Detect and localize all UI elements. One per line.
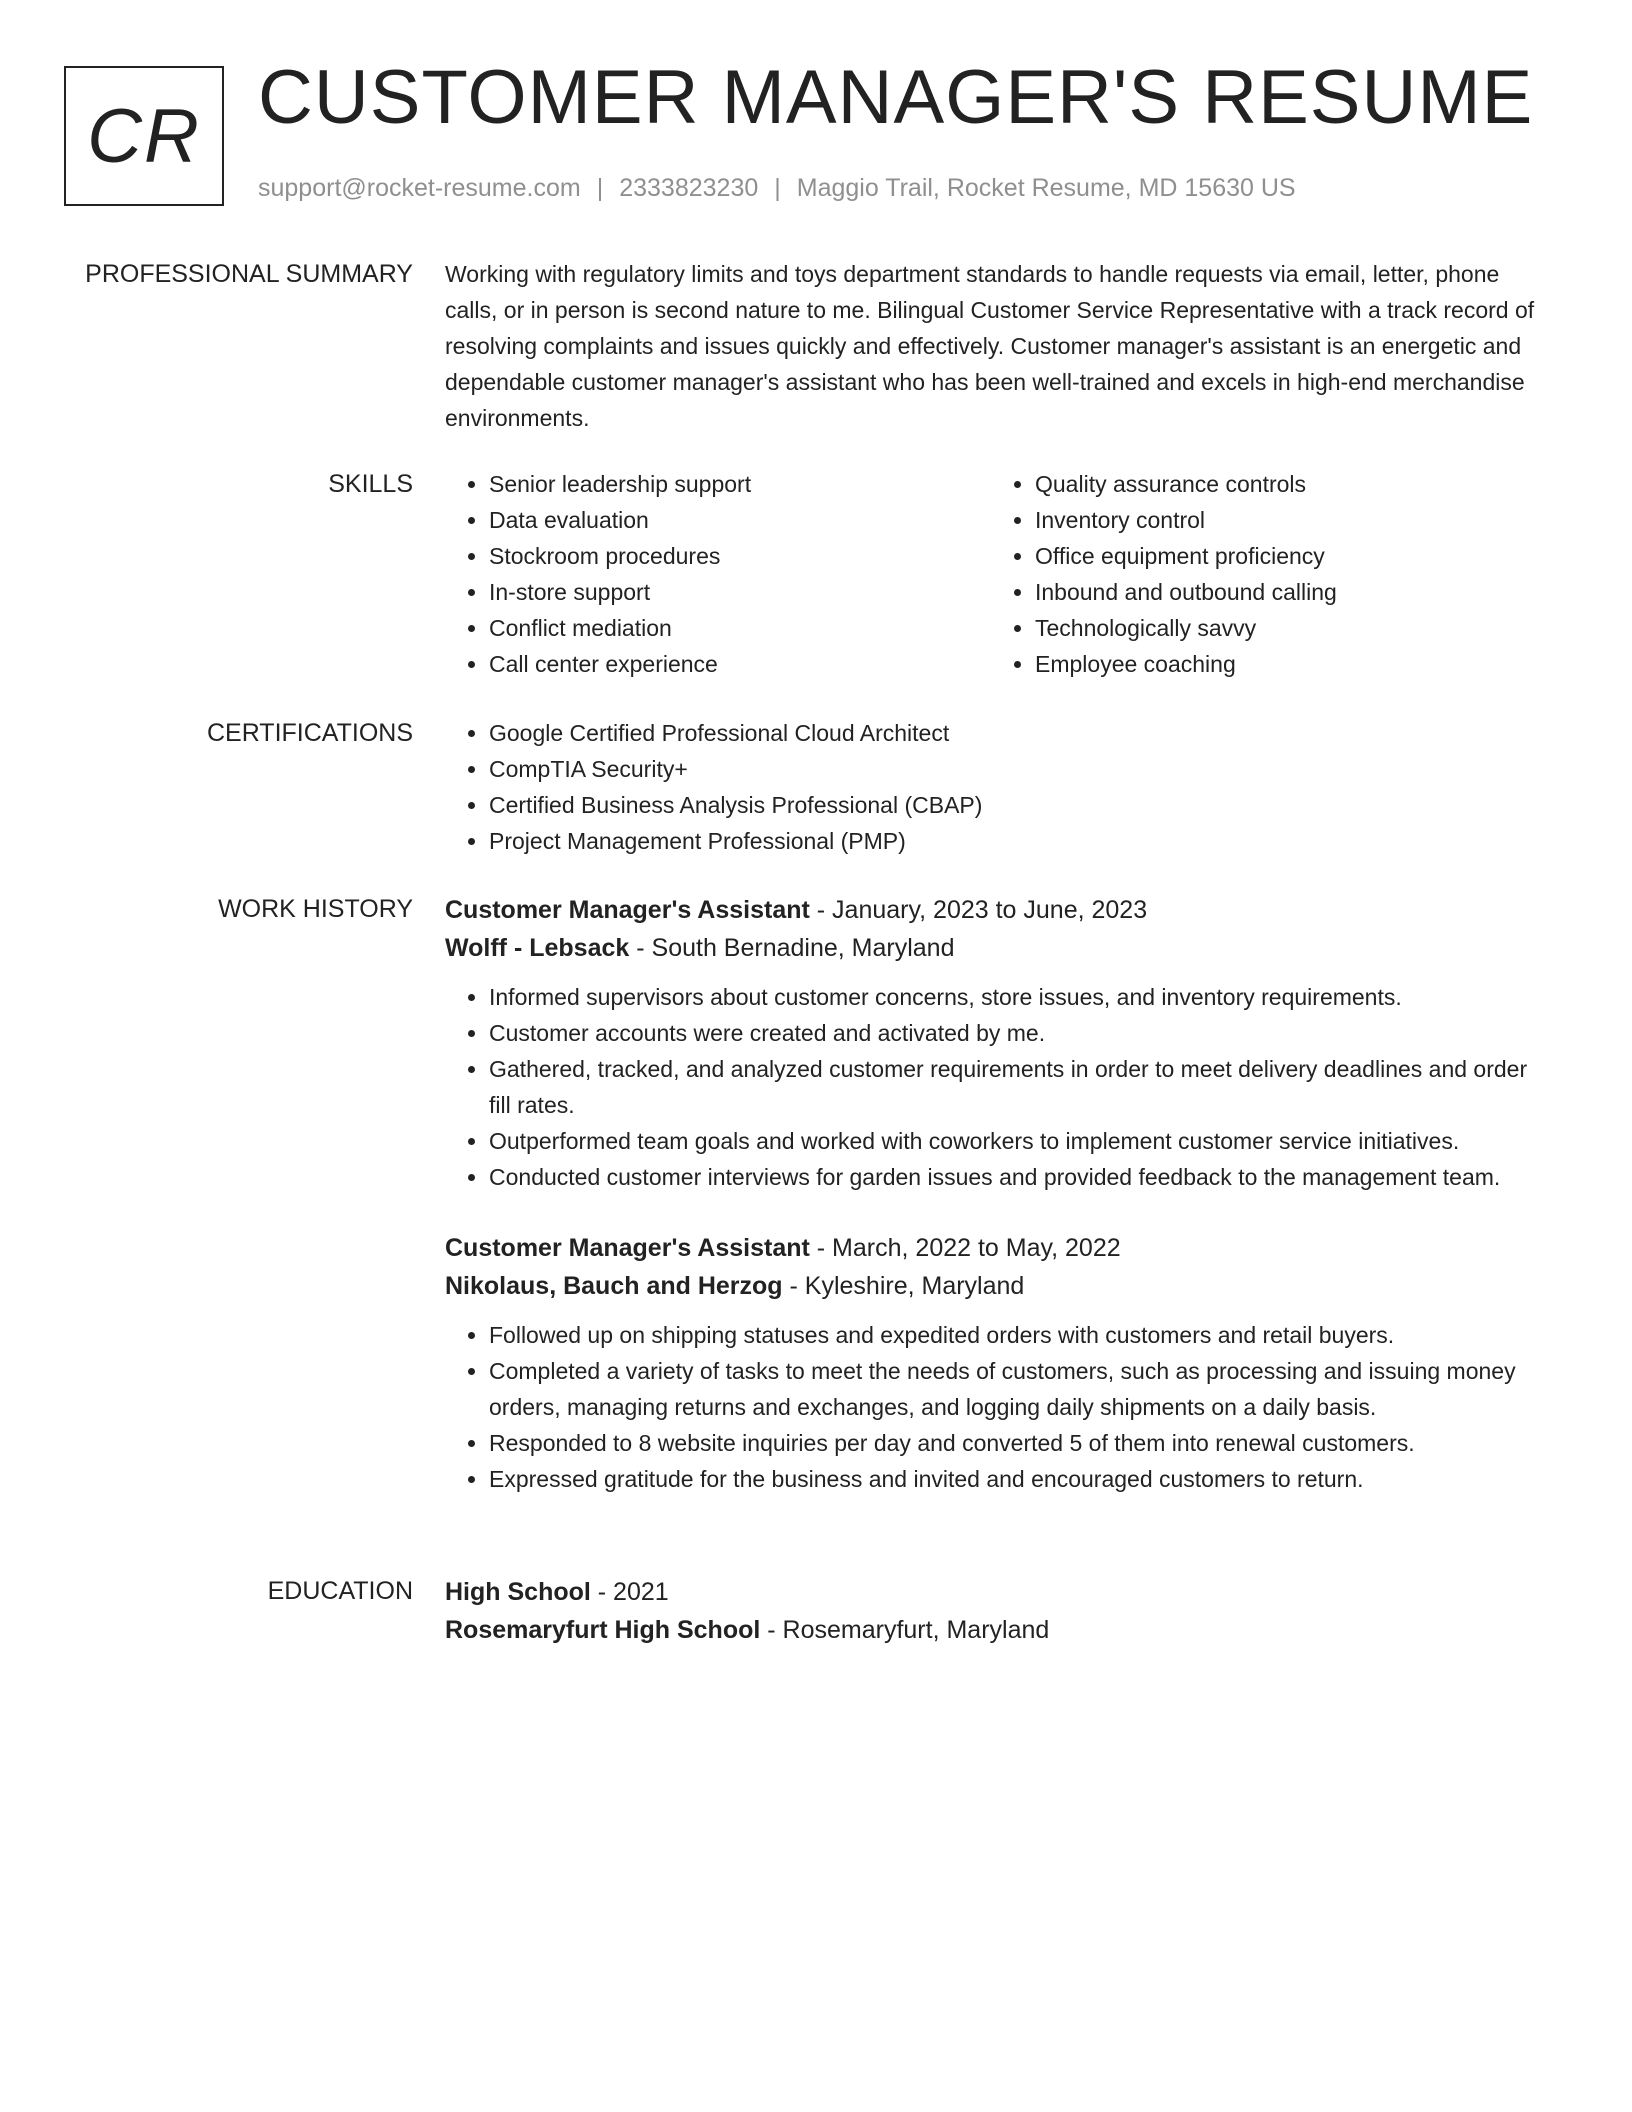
list-item: • Gathered, tracked, and analyzed customer requirements in order to meet delivery deadlines and order fill rates. (489, 1051, 1555, 1123)
list-item: • Responded to 8 website inquiries per day and converted 5 of them into renewal customers. (489, 1425, 1555, 1461)
list-item: • Inbound and outbound calling (1035, 574, 1537, 610)
skills-column-right (991, 466, 1537, 682)
job-entry (445, 1229, 1555, 1497)
job-duties-list (445, 979, 1555, 1195)
list-item: • Quality assurance controls (1035, 466, 1537, 502)
job-company-line (445, 1267, 1555, 1305)
work-history-body (445, 891, 1555, 1531)
job-location: - South Bernadine, Maryland (629, 934, 955, 962)
list-item: • Inventory control (1035, 502, 1537, 538)
education-degree: High School (445, 1578, 591, 1606)
skills-column-left (445, 466, 991, 682)
job-company-line (445, 929, 1555, 967)
skills-list-right (991, 466, 1537, 682)
job-dates: - March, 2022 to May, 2022 (809, 1234, 1121, 1262)
education-location: - Rosemaryfurt, Maryland (760, 1616, 1050, 1644)
monogram-logo: CR (64, 66, 224, 206)
contact-line (258, 174, 1296, 203)
certifications-heading: CERTIFICATIONS (206, 719, 413, 747)
list-item: • CompTIA Security+ (489, 751, 1555, 787)
summary-heading: PROFESSIONAL SUMMARY (85, 260, 413, 288)
summary-text: Working with regulatory limits and toys department standards to handle requests via email, letter, phone calls, or in person is second nature to me. Bilingual Customer Service Representative with a track record of resolving complaints and issues quickly and effectively. Customer manager's assistant is an energetic and dependable customer manager's assistant who has been well-trained and excels in high-end merchandise environments. (445, 261, 1535, 431)
skills-body (445, 466, 1555, 682)
contact-email[interactable]: support@rocket-resume.com (258, 174, 581, 202)
list-item: • In-store support (489, 574, 991, 610)
list-item: • Employee coaching (1035, 646, 1537, 682)
job-title: Customer Manager's Assistant (445, 896, 810, 924)
skills-heading: SKILLS (328, 470, 413, 498)
resume-title: CUSTOMER MANAGER'S RESUME (258, 55, 1534, 140)
summary-body (445, 256, 1555, 436)
list-item: • Project Management Professional (PMP) (489, 823, 1555, 859)
job-entry (445, 891, 1555, 1195)
job-title-line (445, 891, 1555, 929)
list-item: • Expressed gratitude for the business and invited and encouraged customers to return. (489, 1461, 1555, 1497)
job-dates: - January, 2023 to June, 2023 (809, 896, 1148, 924)
work-history-heading: WORK HISTORY (218, 895, 413, 923)
job-company: Nikolaus, Bauch and Herzog (445, 1272, 783, 1300)
list-item: • Informed supervisors about customer concerns, store issues, and inventory requirements. (489, 979, 1555, 1015)
job-title-line (445, 1229, 1555, 1267)
job-location: - Kyleshire, Maryland (782, 1272, 1025, 1300)
contact-address: Maggio Trail, Rocket Resume, MD 15630 US (796, 174, 1296, 202)
list-item: • Senior leadership support (489, 466, 991, 502)
job-company: Wolff - Lebsack (445, 934, 630, 962)
list-item: • Data evaluation (489, 502, 991, 538)
contact-phone[interactable]: 2333823230 (619, 174, 759, 202)
list-item: • Followed up on shipping statuses and expedited orders with customers and retail buyers. (489, 1317, 1555, 1353)
list-item: • Completed a variety of tasks to meet the needs of customers, such as processing and issuing money orders, managing returns and exchanges, and logging daily shipments on a daily basis. (489, 1353, 1555, 1425)
list-item: • Conflict mediation (489, 610, 991, 646)
certifications-body (445, 715, 1555, 859)
job-duties-list (445, 1317, 1555, 1497)
list-item: • Customer accounts were created and activated by me. (489, 1015, 1555, 1051)
education-heading: EDUCATION (267, 1577, 413, 1605)
certifications-list (445, 715, 1555, 859)
job-title: Customer Manager's Assistant (445, 1234, 810, 1262)
list-item: • Call center experience (489, 646, 991, 682)
list-item: • Conducted customer interviews for garden issues and provided feedback to the management team. (489, 1159, 1555, 1195)
education-school: Rosemaryfurt High School (445, 1616, 761, 1644)
skills-list-left (445, 466, 991, 682)
education-school-line (445, 1611, 1555, 1649)
education-year: - 2021 (590, 1578, 669, 1606)
list-item: • Certified Business Analysis Professional (CBAP) (489, 787, 1555, 823)
list-item: • Google Certified Professional Cloud Architect (489, 715, 1555, 751)
list-item: • Technologically savvy (1035, 610, 1537, 646)
list-item: • Stockroom procedures (489, 538, 991, 574)
contact-separator: | (774, 174, 781, 202)
list-item: • Outperformed team goals and worked with coworkers to implement customer service initiatives. (489, 1123, 1555, 1159)
education-degree-line (445, 1573, 1555, 1611)
education-body (445, 1573, 1555, 1649)
list-item: • Office equipment proficiency (1035, 538, 1537, 574)
contact-separator: | (596, 174, 604, 202)
